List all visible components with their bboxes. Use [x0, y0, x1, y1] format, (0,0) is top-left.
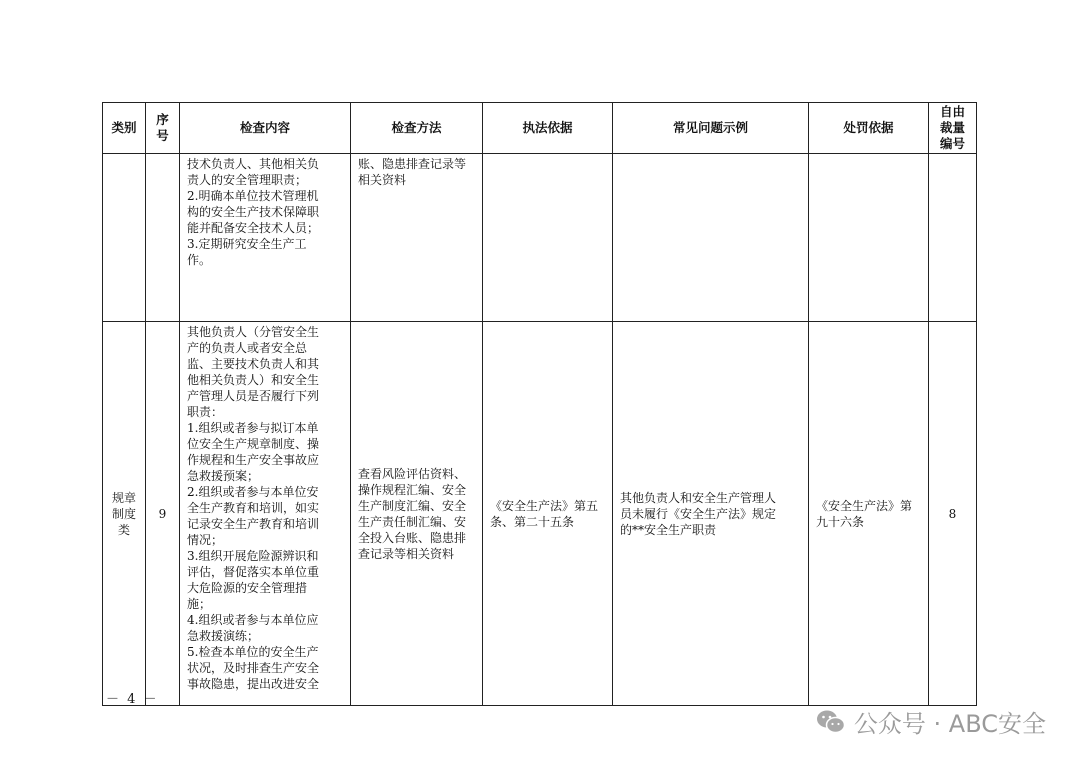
column-header	[809, 103, 929, 154]
column-header	[103, 103, 146, 154]
content-line: 位安全生产规章制度、操	[187, 437, 320, 451]
content-line: 2.明确本单位技术管理机	[187, 189, 319, 203]
method-line: 生产责任制汇编、安	[358, 514, 467, 529]
issue-cell	[613, 322, 809, 706]
content-line: 急救援预案；	[187, 469, 260, 483]
content-line: 作。	[187, 253, 212, 267]
column-header-line: 序	[156, 112, 169, 127]
category-cell	[103, 322, 146, 706]
method-cell	[351, 322, 483, 706]
discretion-number: 8	[948, 506, 957, 521]
content-line: 施；	[187, 597, 212, 611]
column-header	[180, 103, 351, 154]
issue-line: 员未履行《安全生产法》规定	[620, 506, 777, 521]
column-header	[146, 103, 180, 154]
discretion-cell	[929, 154, 977, 322]
content-line: 能并配备安全技术人员；	[187, 221, 320, 235]
column-header	[613, 103, 809, 154]
column-header-line: 执法依据	[522, 120, 573, 135]
category-line: 规章	[111, 490, 136, 505]
page-number: － 4 －	[106, 692, 159, 707]
content-line: 5.检查本单位的安全生产	[187, 645, 319, 659]
penalty-line: 《安全生产法》第	[816, 498, 913, 513]
column-header-line: 常见问题示例	[672, 120, 748, 135]
row-number: 9	[158, 506, 167, 521]
content-line: 状况，及时排查生产安全	[187, 661, 320, 675]
content-line: 构的安全生产技术保障职	[187, 205, 320, 219]
method-line: 全投入台账、隐患排	[358, 530, 467, 545]
column-header-line: 号	[156, 128, 169, 143]
content-line: 其他负责人（分管安全生	[187, 325, 320, 339]
column-header-line: 处罚依据	[843, 120, 894, 135]
column-header-line: 检查内容	[239, 120, 290, 135]
content-line: 作规程和生产安全事故应	[187, 453, 320, 467]
content-line: 2.组织或者参与本单位安	[187, 485, 319, 499]
column-header	[483, 103, 613, 154]
method-line: 生产制度汇编、安全	[358, 498, 467, 513]
content-line: 1.组织或者参与拟订本单	[187, 421, 319, 435]
column-header-line: 自由	[939, 104, 965, 119]
issue-cell	[613, 154, 809, 322]
method-line: 账、隐患排查记录等	[358, 157, 467, 171]
content-line: 职责：	[187, 405, 224, 419]
category-line: 制度	[111, 506, 136, 521]
content-line: 记录安全生产教育和培训	[187, 517, 320, 531]
column-header-line: 类别	[111, 120, 137, 135]
content-line: 监、主要技术负责人和其	[187, 357, 320, 371]
issue-line: 的**安全生产职责	[620, 522, 717, 537]
content-line: 产的负责人或者安全总	[187, 341, 308, 355]
content-line: 产管理人员是否履行下列	[187, 389, 320, 403]
table-row	[103, 322, 977, 706]
column-header	[351, 103, 483, 154]
content-cell	[180, 154, 351, 322]
column-header-line: 编号	[939, 136, 965, 151]
content-line: 急救援演练；	[187, 629, 260, 643]
content-line: 大危险源的安全管理措	[187, 581, 308, 595]
column-header-line: 裁量	[939, 120, 965, 135]
discretion-cell	[929, 322, 977, 706]
content-line: 责人的安全管理职责；	[187, 173, 308, 187]
basis-cell	[483, 322, 613, 706]
content-line: 4.组织或者参与本单位应	[187, 613, 319, 627]
category-cell	[103, 154, 146, 322]
content-line: 技术负责人、其他相关负	[187, 157, 320, 171]
wechat-icon	[816, 709, 846, 735]
table-row	[103, 154, 977, 322]
basis-cell	[483, 154, 613, 322]
method-line: 查记录等相关资料	[358, 546, 455, 561]
content-line: 他相关负责人）和安全生	[187, 373, 320, 387]
table-header-row	[103, 103, 977, 154]
penalty-cell	[809, 322, 929, 706]
method-line: 相关资料	[358, 173, 407, 187]
basis-line: 《安全生产法》第五	[490, 498, 599, 513]
issue-line: 其他负责人和安全生产管理人	[620, 490, 777, 505]
watermark	[816, 704, 1046, 739]
content-line: 3.组织开展危险源辨识和	[187, 549, 319, 563]
content-line: 3.定期研究安全生产工	[187, 237, 307, 251]
content-line: 评估，督促落实本单位重	[187, 565, 320, 579]
inspection-table	[102, 102, 977, 706]
column-header	[929, 103, 977, 154]
penalty-line: 九十六条	[816, 514, 865, 529]
content-line: 事故隐患，提出改进安全	[187, 677, 320, 691]
content-line: 全生产教育和培训，如实	[187, 501, 320, 515]
method-line: 查看风险评估资料、	[358, 466, 467, 481]
column-header-line: 检查方法	[391, 120, 442, 135]
method-cell	[351, 154, 483, 322]
penalty-cell	[809, 154, 929, 322]
number-cell	[146, 322, 180, 706]
category-line: 类	[117, 522, 130, 537]
content-cell	[180, 322, 351, 706]
method-line: 操作规程汇编、安全	[358, 482, 467, 497]
watermark-text: 公众号 · ABC安全	[853, 710, 1046, 738]
basis-line: 条、第二十五条	[490, 514, 575, 529]
number-cell	[146, 154, 180, 322]
content-line: 情况；	[187, 533, 224, 547]
